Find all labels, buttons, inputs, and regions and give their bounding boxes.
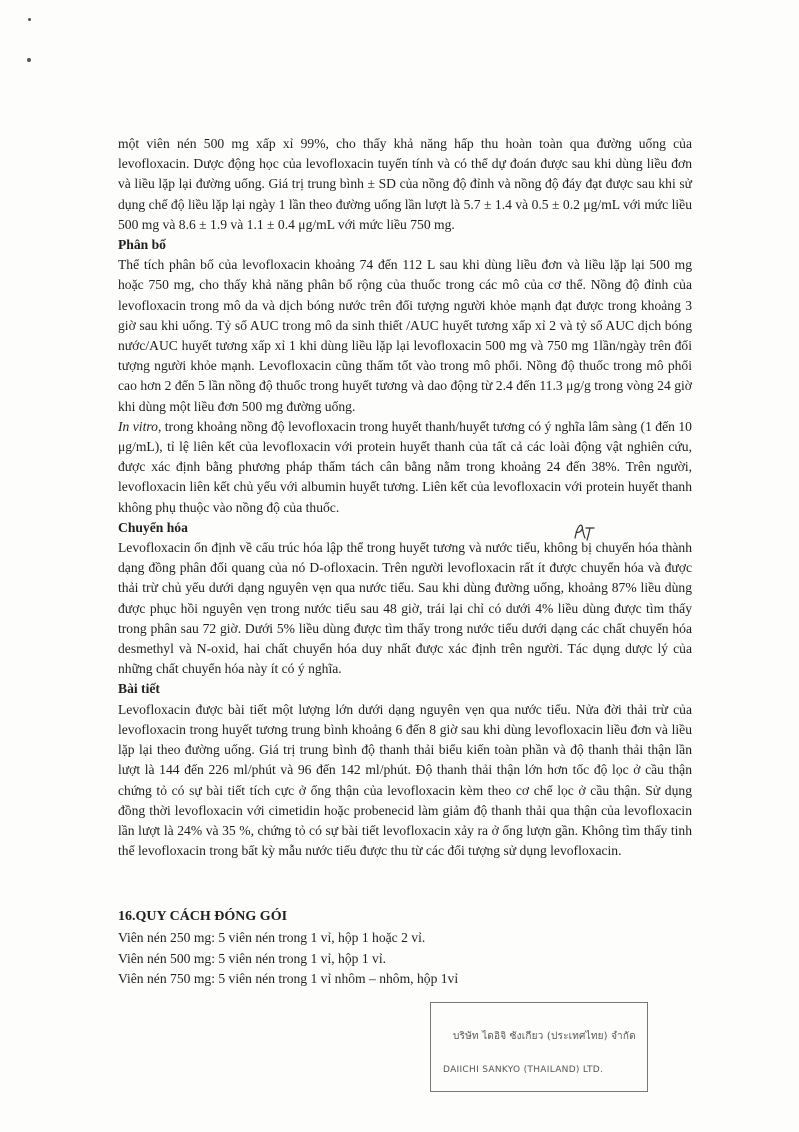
intro-paragraph: một viên nén 500 mg xấp xỉ 99%, cho thấy khả năng hấp thu hoàn toàn qua đường uống của levofloxacin. Dược động học của levofloxacin tuyến tính và có thể dự đoán được sau khi dùng liều đơn và liều lặp lại đường uống. Giá trị trung bình ± SD của nồng độ đỉnh và nồng độ đáy đạt được sau khi sử dụng chế độ liều lặp lại ngày 1 lần theo đường uống lần lượt là 5.7 ± 1.4 và 0.5 ± 0.2 μg/mL với mức liều 500 mg và 8.6 ± 1.9 và 1.1 ± 0.4 μg/mL với mức liều 750 mg. xyxy=(118,136,692,232)
packaging-item: Viên nén 500 mg: 5 viên nén trong 1 vỉ, hộp 1 vỉ. xyxy=(118,950,387,966)
in-vitro-term: In vitro xyxy=(118,418,158,434)
stamp-english-name: DAIICHI SANKYO (THAILAND) LTD. xyxy=(443,1065,604,1075)
company-stamp xyxy=(430,1002,648,1092)
metabolism-paragraph: Levofloxacin ổn định về cấu trúc hóa lập thể trong huyết tương và nước tiểu, không bị chuyển hóa thành dạng đồng phân đối quang của nó D-ofloxacin. Trên người levofloxacin rất ít được chuyển hóa và được thải trừ chủ yếu dưới dạng nguyên vẹn qua nước tiểu. Sau khi dùng đường uống, khoảng 87% liều dùng được phục hồi nguyên vẹn trong nước tiểu sau 48 giờ, trái lại chỉ có dưới 4% liều dùng được tìm thấy trong phân sau 72 giờ. Dưới 5% liều dùng được tìm thấy trong nước tiểu dưới dạng các chất chuyển hóa desmethyl và N-oxid, hai chất chuyển hóa duy nhất được xác định trên người. Tác dụng dược lý của những chất chuyển hóa này ít có ý nghĩa. xyxy=(118,540,692,677)
in-vitro-paragraph xyxy=(118,417,692,518)
packaging-item: Viên nén 750 mg: 5 viên nén trong 1 vỉ nhôm – nhôm, hộp 1vỉ xyxy=(118,971,459,986)
stamp-thai-name: บริษัท ไดอิจิ ซังเกียว (ประเทศไทย) จำกัด xyxy=(453,1031,636,1042)
scan-mark-dot xyxy=(28,18,31,21)
handwritten-initials xyxy=(572,520,596,542)
document-body xyxy=(118,134,692,861)
scan-mark-dot xyxy=(27,58,31,62)
excretion-heading: Bài tiết xyxy=(118,681,160,697)
packaging-section xyxy=(118,906,692,990)
distribution-heading: Phân bố xyxy=(118,237,166,253)
in-vitro-paragraph-text: , trong khoảng nồng độ levofloxacin trong huyết thanh/huyết tương có ý nghĩa lâm sàng (1 đến 10 μg/mL), tỉ lệ liên kết của levofloxacin với protein huyết thanh của tất cả các loài động vật nghiên cứu, được xác định bằng phương pháp thẩm tách cân bằng nằm trong khoảng 24 đến 38%. Trên người, levofloxacin liên kết chủ yếu với albumin huyết tương. Liên kết của levofloxacin với protein huyết thanh không phụ thuộc vào nồng độ của thuốc. xyxy=(118,418,692,515)
packaging-heading: 16.QUY CÁCH ĐÓNG GÓI xyxy=(118,909,288,924)
distribution-paragraph: Thể tích phân bố của levofloxacin khoảng 74 đến 112 L sau khi dùng liều đơn và liều lặp lại 500 mg hoặc 750 mg, cho thấy khả năng phân bố rộng của thuốc trong các mô của cơ thể. Nồng độ đỉnh của levofloxacin trong mô da và dịch bóng nước trên đối tượng người khỏe mạnh đạt được trong khoảng 3 giờ sau khi uống. Tỷ số AUC trong mô da sinh thiết /AUC huyết tương xấp xỉ 2 và tỷ số AUC dịch bóng nước/AUC huyết tương xấp xỉ 1 khi dùng liều lặp lại levofloxacin 500 mg và 750 mg 1lần/ngày trên đối tượng người khỏe mạnh. Levofloxacin cũng thấm tốt vào trong mô phổi. Nồng độ thuốc trong mô phổi cao hơn 2 đến 5 lần nồng độ thuốc trong huyết tương và dao động từ 2.4 đến 11.3 μg/g trong vòng 24 giờ khi dùng một liều đơn 500 mg đường uống. xyxy=(118,257,692,414)
metabolism-heading: Chuyển hóa xyxy=(118,519,188,535)
packaging-item: Viên nén 250 mg: 5 viên nén trong 1 vỉ, hộp 1 hoặc 2 vỉ. xyxy=(118,930,426,945)
excretion-paragraph: Levofloxacin được bài tiết một lượng lớn dưới dạng nguyên vẹn qua nước tiểu. Nửa đời thải trừ của levofloxacin trong huyết tương trung bình khoảng 6 đến 8 giờ sau khi dùng levofloxacin liều đơn và liều lặp lại theo đường uống. Giá trị trung bình độ thanh thải biểu kiến toàn phần và độ thanh thải thận lần lượt là 144 đến 226 ml/phút và 96 đến 142 ml/phút. Độ thanh thải thận lớn hơn tốc độ lọc ở cầu thận chứng tỏ có sự bài tiết tích cực ở ống thận của levofloxacin kèm theo cơ chế lọc ở cầu thận. Sử dụng đồng thời levofloxacin với cimetidin hoặc probenecid làm giảm độ thanh thải qua thận của levofloxacin lần lượt là 24% và 35 %, chứng tỏ có sự bài tiết levofloxacin xảy ra ở ống lượn gần. Không tìm thấy tinh thể levofloxacin trong bất kỳ mẫu nước tiểu được thu từ các đối tượng sử dụng levofloxacin. xyxy=(118,701,692,859)
